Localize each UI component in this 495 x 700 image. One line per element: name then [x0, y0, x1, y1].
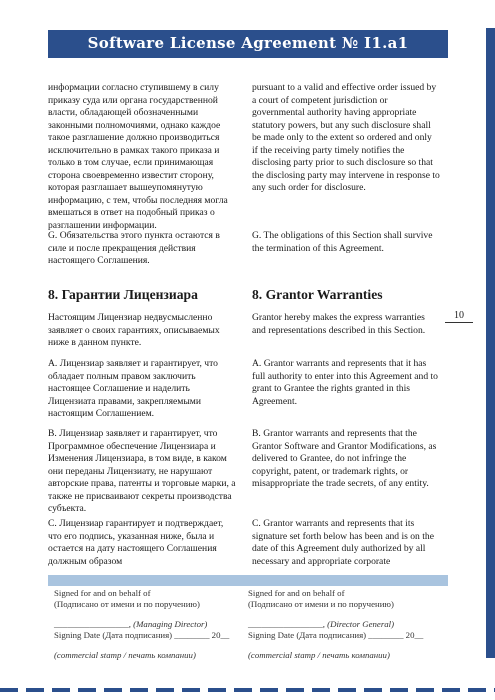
signed-for-label-ru: (Подписано от имени и по поручению) — [248, 599, 394, 609]
paragraph-intro: Настоящим Лицензиар недвусмысленно заявляет о своих гарантиях, описываемых ниже в данном пункте. — [48, 312, 220, 348]
signing-date-line: Signing Date (Дата подписания) ________ 20__ — [54, 630, 230, 640]
paragraph-b: B. Лицензиар заявляет и гарантирует, что Программное обеспечение Лицензиара и Изменения Лицензиара, в том виде, в каком они переданы Лицензиату, не нарушают авторские права, патенты и торговые марки, а также не присваивают секреты производства субъекта. — [48, 428, 236, 514]
signature-block-grantee — [248, 588, 448, 661]
section-heading: 8. Grantor Warranties — [252, 287, 383, 302]
page-number: 10 — [454, 310, 464, 321]
document-title: Software License Agreement № I1.a1 — [87, 34, 409, 52]
paragraph-a: A. Лицензиар заявляет и гарантирует, что обладает полным правом заключить настоящее Соглашение и наделить Лицензиата правами, закрепляемыми настоящим Соглашением. — [48, 358, 218, 419]
section-heading: 8. Гарантии Лицензиара — [48, 287, 198, 302]
paragraph-b: B. Grantor warrants and represents that the Grantor Software and Grantor Modifications, as delivered to Grantee, do not infringe the copyright, patent, or trademark rights, or misappropriate the trade secrets, of any entity. — [252, 428, 437, 489]
page-number-box — [445, 310, 473, 323]
signature-block-grantor — [54, 588, 254, 661]
signatory-role: _________________, (Director General) — [248, 619, 395, 629]
footer-dashed-line — [0, 688, 495, 692]
stamp-label: (commercial stamp / печать компании) — [54, 650, 196, 660]
paragraph-continued: pursuant to a valid and effective order issued by a court of competent jurisdiction or governmental authority having appropriate statutory powers, but any such disclosure shall be made only to the extent so ordered and only if the receiving party timely notifies the disclosing party prior to such disclosure so that the disclosing party may intervene in response to any such order for disclosure. — [252, 82, 440, 193]
paragraph-a: A. Grantor warrants and represents that it has full authority to enter into this Agreement and to grant to Grantee the rights granted in this Agreement. — [252, 358, 438, 407]
page-number-underline — [445, 322, 473, 323]
signatory-role: _________________, (Managing Director) — [54, 619, 208, 629]
signed-for-label-ru: (Подписано от имени и по поручению) — [54, 599, 200, 609]
paragraph-g: G. Обязательства этого пункта остаются в силе и после прекращения действия настоящего Соглашения. — [48, 230, 220, 266]
side-accent-bar — [486, 28, 495, 658]
signed-for-label: Signed for and on behalf of — [248, 588, 345, 598]
paragraph-intro: Grantor hereby makes the express warranties and representations described in this Section. — [252, 312, 426, 336]
paragraph-continued: информации согласно ступившему в силу приказу суда или органа государственной власти, обладающей обозначенными законными полномочиями, однако каждое такое разглашение должно производиться исключительно в рамках такого приказа и только в том случае, если принимающая сторона своевременно известит сторону, которая разглашает вышеупомянутую информацию, с тем, чтобы последняя могла вмешаться в ответ на подобный приказ о разглашении информации. — [48, 82, 228, 231]
signing-date-line: Signing Date (Дата подписания) ________ 20__ — [248, 630, 424, 640]
signed-for-label: Signed for and on behalf of — [54, 588, 151, 598]
header-banner — [48, 30, 448, 58]
stamp-label: (commercial stamp / печать компании) — [248, 650, 390, 660]
paragraph-c: C. Лицензиар гарантирует и подтверждает, что его подпись, указанная ниже, была и остается на дату настоящего Соглашения должным образом — [48, 518, 224, 567]
paragraph-c: C. Grantor warrants and represents that its signature set forth below has been and is on the date of this Agreement duly authorized by all necessary and appropriate corporate — [252, 518, 434, 567]
paragraph-g: G. The obligations of this Section shall survive the termination of this Agreement. — [252, 230, 433, 254]
signature-divider-band — [48, 575, 448, 586]
